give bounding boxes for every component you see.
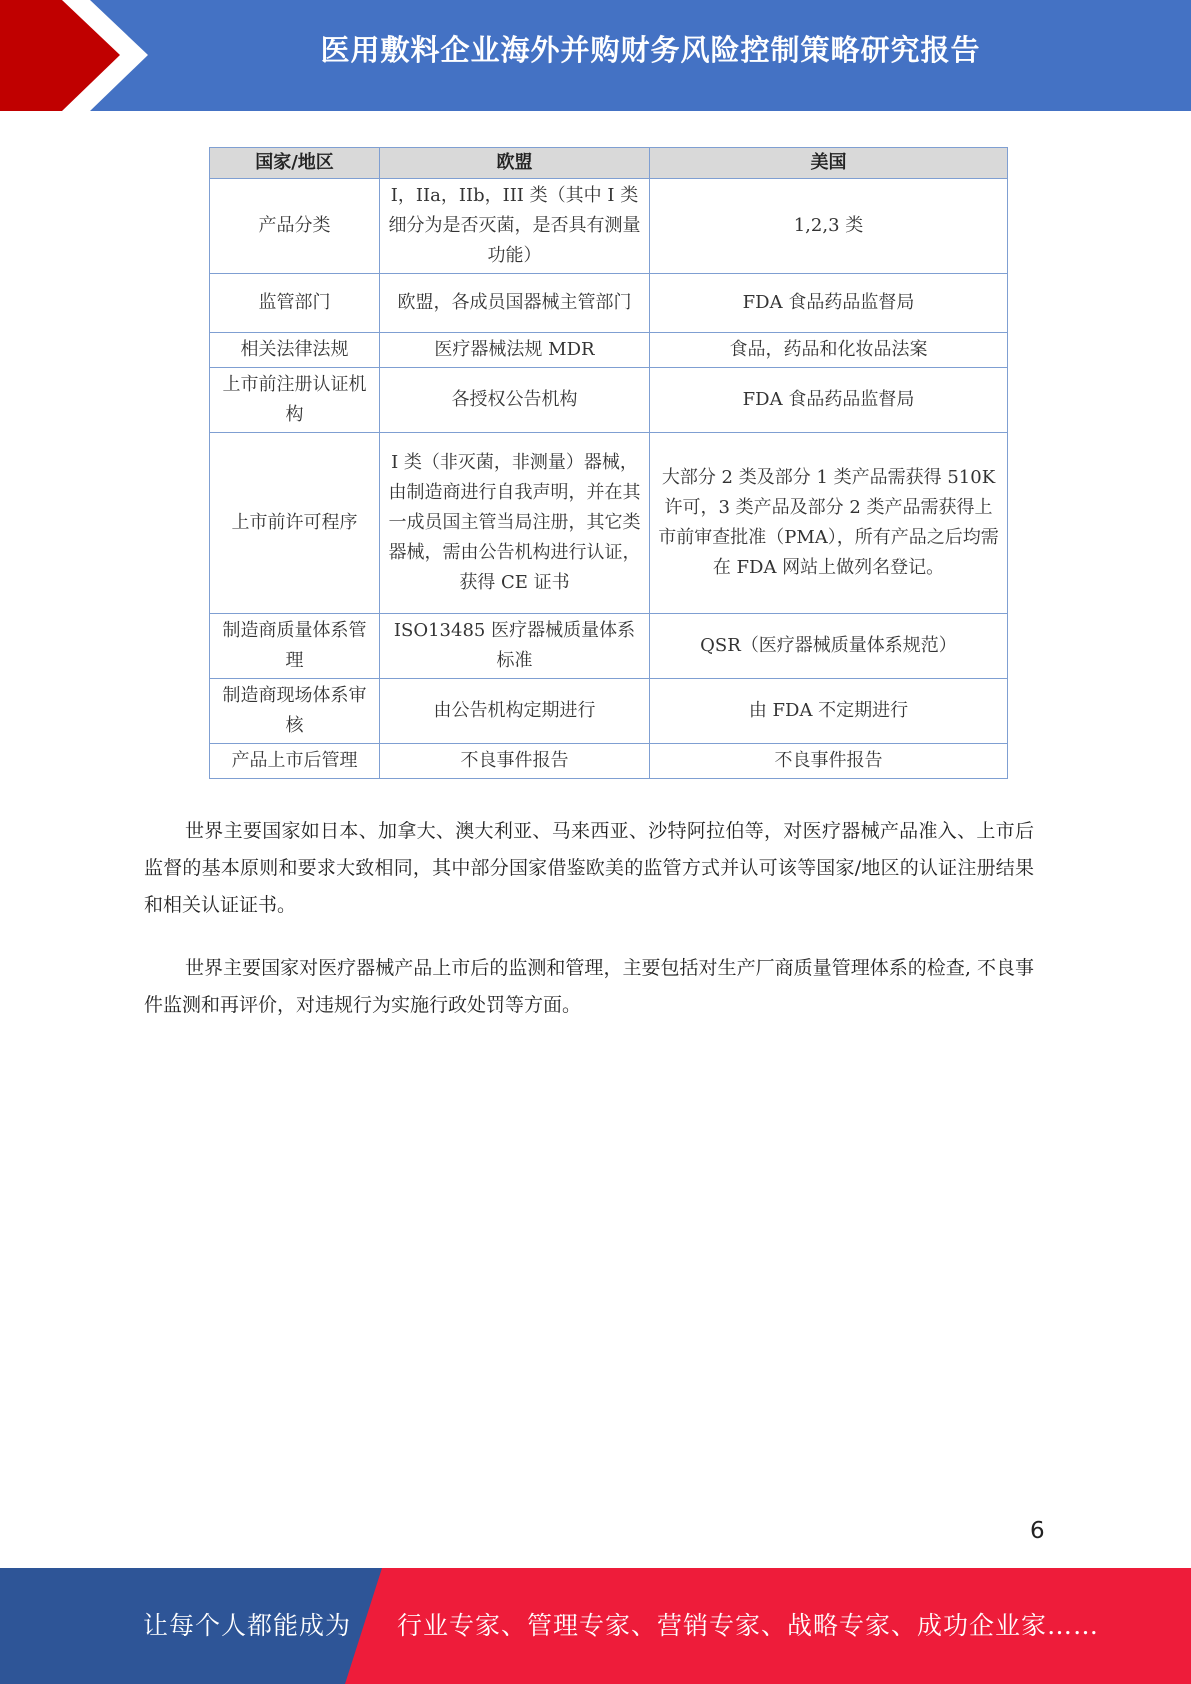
- row-label: 监管部门: [210, 274, 380, 333]
- body-paragraph: 世界主要国家如日本、加拿大、澳大利亚、马来西亚、沙特阿拉伯等，对医疗器械产品准入、上市后监督的基本原则和要求大致相同，其中部分国家借鉴欧美的监管方式并认可该等国家/地区的认证注册结果和相关认证证书。: [144, 820, 1034, 916]
- footer-slogan-right: 行业专家、管理专家、营销专家、战略专家、成功企业家……: [397, 1611, 1100, 1640]
- row-label: 产品上市后管理: [210, 744, 380, 779]
- eu-cell: ISO13485 医疗器械质量体系标准: [380, 614, 650, 679]
- table-header-cell: 国家/地区: [210, 148, 380, 179]
- eu-cell: I，IIa，IIb，III 类（其中 I 类细分为是否灭菌，是否具有测量功能）: [380, 179, 650, 274]
- eu-cell: 各授权公告机构: [380, 368, 650, 433]
- row-label: 制造商质量体系管理: [210, 614, 380, 679]
- regulation-comparison-table: [209, 147, 1008, 779]
- table-row: [210, 368, 1008, 433]
- us-cell: FDA 食品药品监督局: [650, 368, 1008, 433]
- row-label: 制造商现场体系审核: [210, 679, 380, 744]
- table-header-cell: 欧盟: [380, 148, 650, 179]
- eu-cell: 由公告机构定期进行: [380, 679, 650, 744]
- us-cell: QSR（医疗器械质量体系规范）: [650, 614, 1008, 679]
- eu-cell: I 类（非灭菌，非测量）器械，由制造商进行自我声明，并在其一成员国主管当局注册，其它类器械，需由公告机构进行认证，获得 CE 证书: [380, 433, 650, 614]
- table-row: [210, 679, 1008, 744]
- table-row: [210, 744, 1008, 779]
- footer-slogan-left: 让每个人都能成为: [143, 1611, 352, 1640]
- us-cell: 食品，药品和化妆品法案: [650, 333, 1008, 368]
- table-row: [210, 433, 1008, 614]
- us-cell: 大部分 2 类及部分 1 类产品需获得 510K 许可，3 类产品及部分 2 类产品需获得上市前审查批准（PMA），所有产品之后均需在 FDA 网站上做列名登记。: [650, 433, 1008, 614]
- us-cell: 由 FDA 不定期进行: [650, 679, 1008, 744]
- page-footer: [0, 1568, 1191, 1684]
- table-header-row: [210, 148, 1008, 179]
- header-title: 医用敷料企业海外并购财务风险控制策略研究报告: [320, 33, 981, 67]
- table-row: [210, 274, 1008, 333]
- eu-cell: 欧盟，各成员国器械主管部门: [380, 274, 650, 333]
- row-label: 上市前注册认证机构: [210, 368, 380, 433]
- row-label: 产品分类: [210, 179, 380, 274]
- us-cell: 1,2,3 类: [650, 179, 1008, 274]
- eu-cell: 不良事件报告: [380, 744, 650, 779]
- eu-cell: 医疗器械法规 MDR: [380, 333, 650, 368]
- row-label: 相关法律法规: [210, 333, 380, 368]
- table-row: [210, 614, 1008, 679]
- table-row: [210, 179, 1008, 274]
- us-cell: 不良事件报告: [650, 744, 1008, 779]
- body-paragraph: 世界主要国家对医疗器械产品上市后的监测和管理，主要包括对生产厂商质量管理体系的检查, 不良事件监测和再评价，对违规行为实施行政处罚等方面。: [144, 957, 1034, 1016]
- table-header-cell: 美国: [650, 148, 1008, 179]
- us-cell: FDA 食品药品监督局: [650, 274, 1008, 333]
- page-number: 6: [1030, 1518, 1045, 1544]
- row-label: 上市前许可程序: [210, 433, 380, 614]
- page-header: [0, 0, 1191, 111]
- table-row: [210, 333, 1008, 368]
